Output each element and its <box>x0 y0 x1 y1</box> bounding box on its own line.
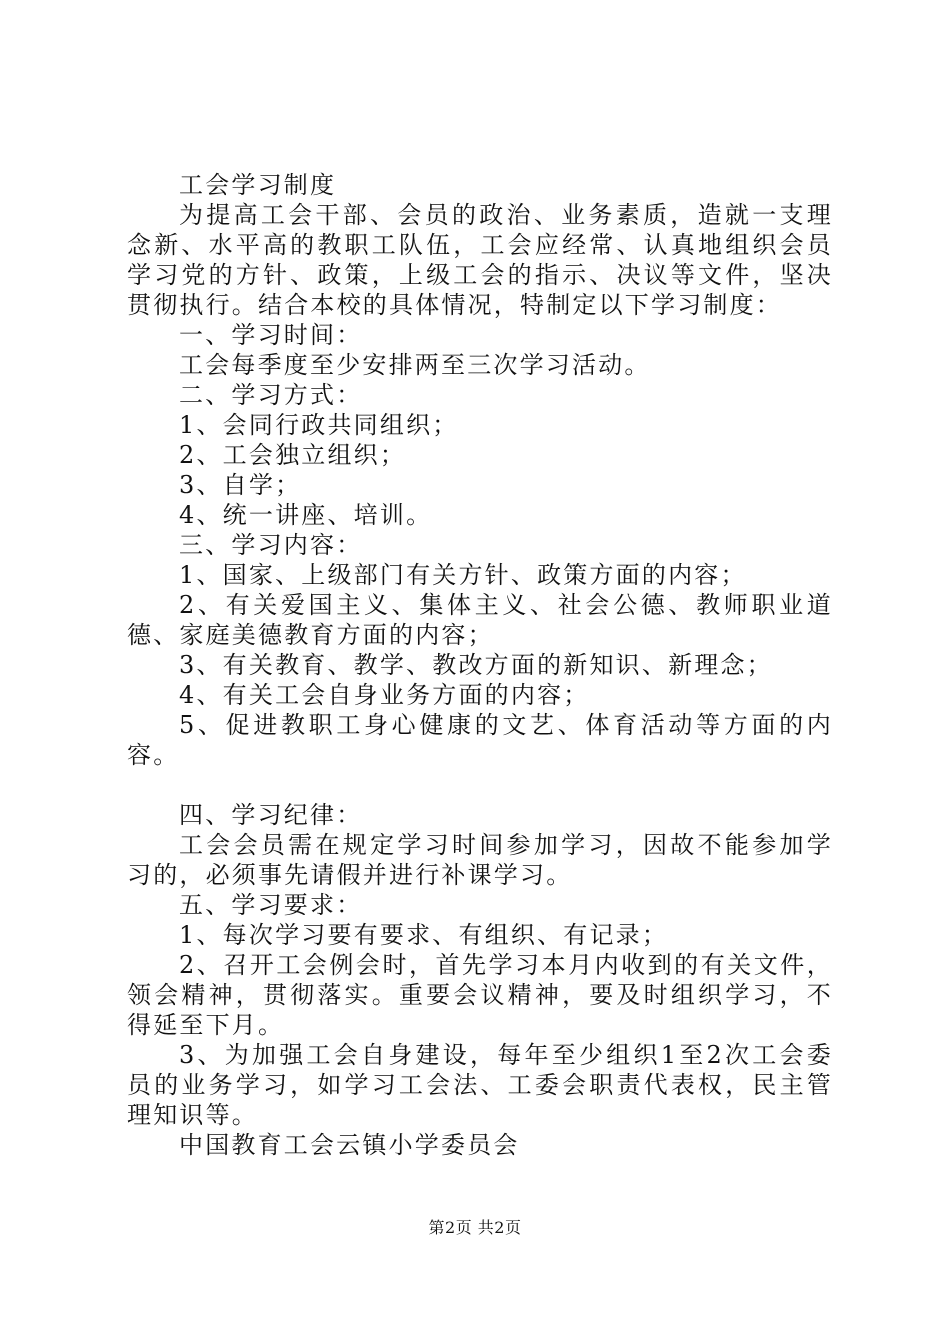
intro-paragraph: 为提高工会干部、会员的政治、业务素质，造就一支理念新、水平高的教职工队伍，工会应经常、认真地组织会员学习党的方针、政策，上级工会的指示、决议等文件，坚决贯彻执行。结合本校的具体情况，特制定以下学习制度： <box>127 201 833 319</box>
list-item: 2、召开工会例会时，首先学习本月内收到的有关文件，领会精神，贯彻落实。重要会议精神，要及时组织学习，不得延至下月。 <box>127 951 833 1039</box>
section-heading-method: 二、学习方式： <box>179 381 363 409</box>
section-heading-time: 一、学习时间： <box>179 321 363 349</box>
blank-line <box>127 770 833 800</box>
section-heading-requirements: 五、学习要求： <box>179 891 363 919</box>
list-item: 1、会同行政共同组织； <box>179 411 459 439</box>
list-item: 4、统一讲座、培训。 <box>179 501 433 529</box>
list-item: 1、国家、上级部门有关方针、政策方面的内容； <box>179 561 747 589</box>
list-item: 3、有关教育、教学、教改方面的新知识、新理念； <box>179 651 773 679</box>
page-footer: 第2页 共2页 <box>428 1218 522 1237</box>
list-item: 3、自学； <box>179 471 302 499</box>
list-item: 1、每次学习要有要求、有组织、有记录； <box>179 921 669 949</box>
document-body <box>127 170 833 1160</box>
list-item: 5、促进教职工身心健康的文艺、体育活动等方面的内容。 <box>127 711 833 769</box>
list-item: 3、为加强工会自身建设，每年至少组织1至2次工会委员的业务学习，如学习工会法、工委会职责代表权，民主管理知识等。 <box>127 1041 833 1129</box>
section-heading-discipline: 四、学习纪律： <box>179 801 363 829</box>
section-heading-content: 三、学习内容： <box>179 531 363 559</box>
section-text-time: 工会每季度至少安排两至三次学习活动。 <box>179 351 651 379</box>
document-title: 工会学习制度 <box>179 171 337 199</box>
list-item: 4、有关工会自身业务方面的内容； <box>179 681 590 709</box>
section-text-discipline: 工会会员需在规定学习时间参加学习，因故不能参加学习的，必须事先请假并进行补课学习。 <box>127 831 833 889</box>
signature: 中国教育工会云镇小学委员会 <box>179 1131 520 1159</box>
list-item: 2、有关爱国主义、集体主义、社会公德、教师职业道德、家庭美德教育方面的内容； <box>127 591 833 649</box>
list-item: 2、工会独立组织； <box>179 441 407 469</box>
